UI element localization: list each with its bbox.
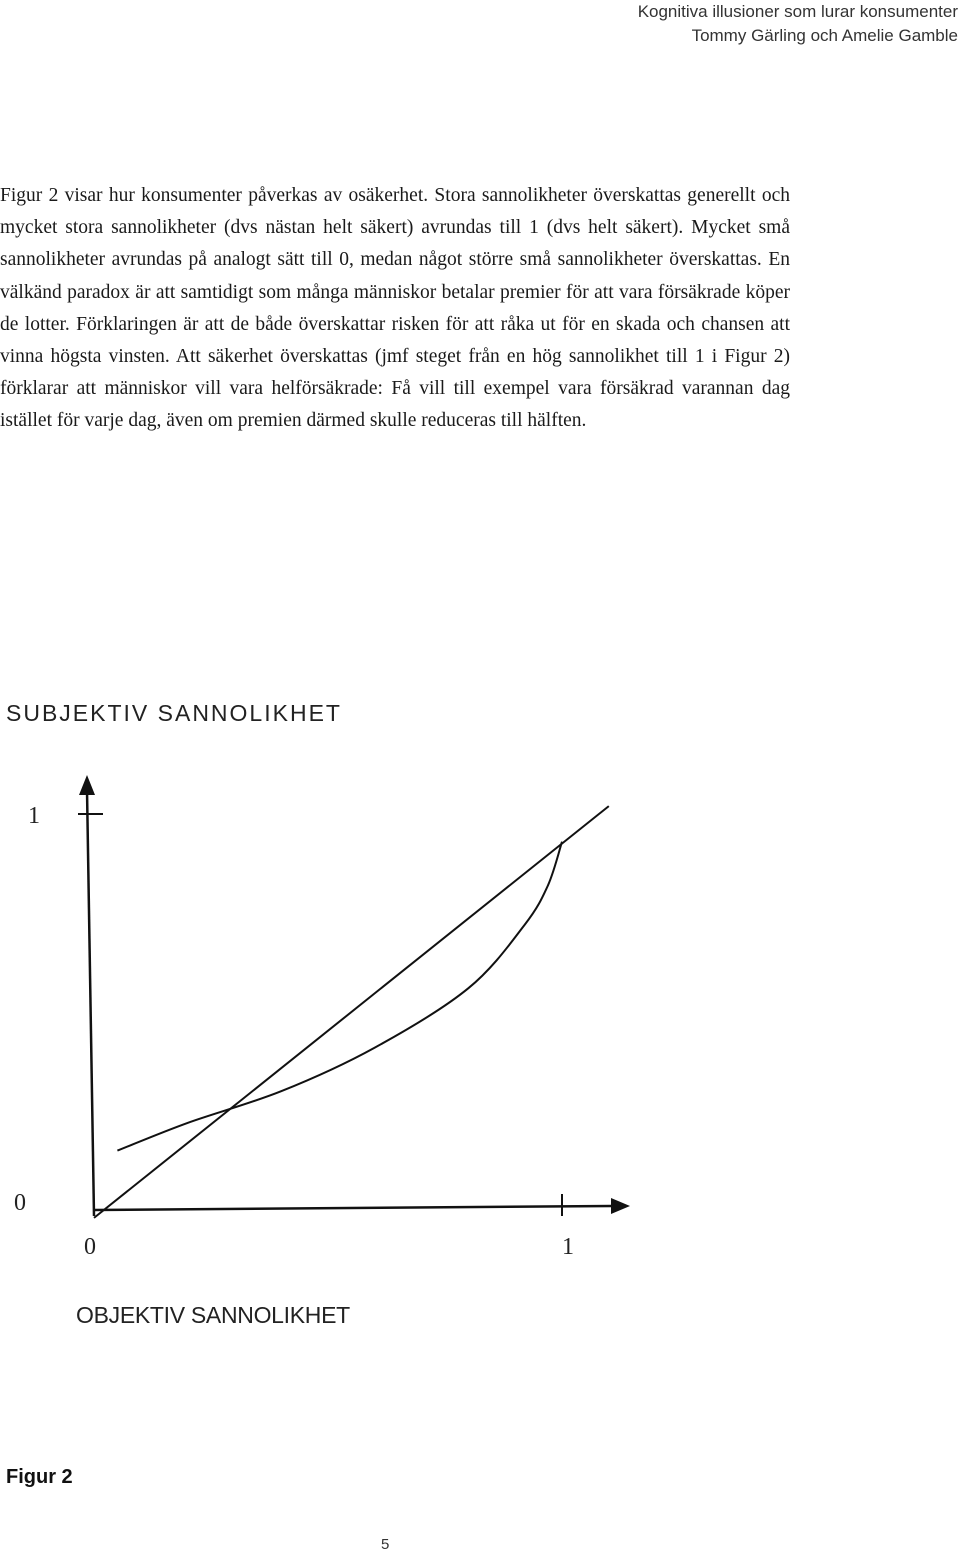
x-axis-title: OBJEKTIV SANNOLIKHET xyxy=(76,1302,350,1328)
y-tick-label-1: 1 xyxy=(28,803,40,829)
x-axis-arrowhead xyxy=(611,1198,630,1214)
figure-label: Figur 2 xyxy=(6,1466,73,1488)
x-axis-line xyxy=(94,1206,612,1210)
body-paragraph: Figur 2 visar hur konsumenter påverkas av osäkerhet. Stora sannolikheter överskattas generellt och mycket stora sannolikheter (dvs nästan helt säkert) avrundas till 1 (dvs helt säkert). Mycket små sannolikheter avrundas på analogt sätt till 0, medan något större små sannolikheter överskattas. En välkänd paradox är att samtidigt som många människor betalar premier för att vara försäkrade köper de lotter. Förklaringen är att de både överskattar risken för att råka ut för en skada och chansen att vinna högsta vinsten. Att säkerhet överskattas (jmf steget från en hög sannolikhet till 1 i Figur 2) förklarar att människor vill vara helförsäkrade: Få vill till exempel vara försäkrad varannan dag istället för varje dag, även om premien därmed skulle reduceras till hälften. xyxy=(0,185,790,432)
x-tick-label-0: 0 xyxy=(84,1234,96,1260)
header-authors: Tommy Gärling och Amelie Gamble xyxy=(691,26,958,45)
y-axis-line xyxy=(87,790,94,1216)
series-layer xyxy=(94,806,609,1218)
y-tick-label-0: 0 xyxy=(14,1190,26,1216)
weighting-curve xyxy=(117,842,562,1151)
identity-line xyxy=(94,806,609,1218)
page-number: 5 xyxy=(381,1536,390,1553)
y-axis-title: SUBJEKTIV SANNOLIKHET xyxy=(6,700,342,726)
x-tick-label-1: 1 xyxy=(562,1234,574,1260)
header-title: Kognitiva illusioner som lurar konsumenter xyxy=(637,2,958,21)
y-axis-arrowhead xyxy=(79,775,95,795)
